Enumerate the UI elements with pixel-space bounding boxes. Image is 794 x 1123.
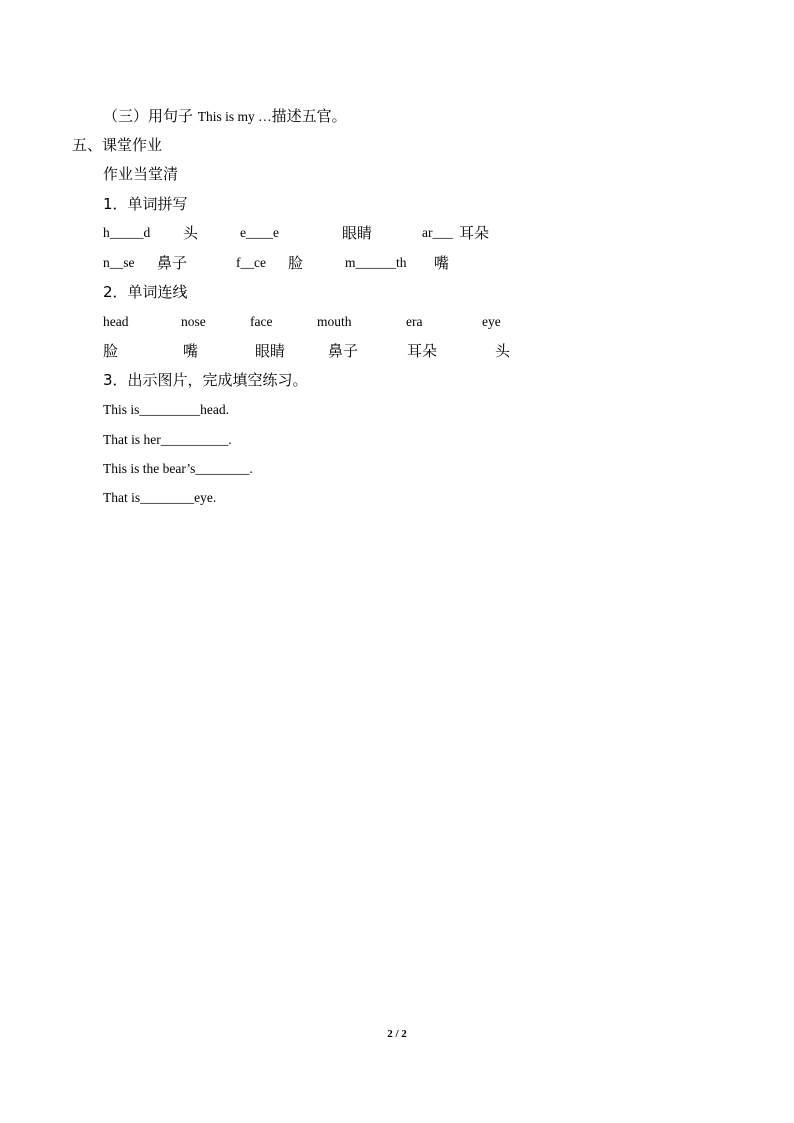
matching-english-word: mouth [317,314,352,329]
spelling-word: ar___ [422,225,453,240]
matching-english-word: era [406,314,423,329]
matching-english-row [0,312,794,332]
task-3-title: 3．出示图片，完成填空练习。 [103,371,308,389]
matching-english-word: face [250,314,273,329]
fill-in-sentence: This is the bear’s________. [103,461,253,476]
spelling-meaning: 耳朵 [459,224,490,242]
spelling-meaning: 头 [183,224,199,242]
spelling-meaning: 嘴 [434,254,450,272]
spelling-word: n__se [103,255,135,270]
spelling-row-1 [0,223,794,243]
matching-chinese-word: 眼睛 [255,342,286,360]
spelling-word: e____e [240,225,279,240]
spelling-meaning: 鼻子 [157,254,188,272]
page-number: 2 / 2 [387,1028,407,1040]
section-3-line [103,106,347,127]
matching-english-word: nose [181,314,206,329]
matching-chinese-word: 头 [495,342,511,360]
matching-english-word: head [103,314,129,329]
matching-english-word: eye [482,314,501,329]
section-5-heading: 五、课堂作业 [72,136,163,154]
matching-chinese-row [0,341,794,361]
spelling-meaning: 眼睛 [342,224,373,242]
section-3-phrase: This is my … [197,109,272,124]
matching-chinese-word: 鼻子 [328,342,359,360]
matching-chinese-word: 耳朵 [407,342,438,360]
spelling-word: h_____d [103,225,151,240]
section-3-prefix: （三）用句子 [103,107,198,125]
matching-chinese-word: 嘴 [183,342,199,360]
task-1-title: 1．单词拼写 [103,195,188,213]
fill-in-sentence: That is her__________. [103,432,232,447]
spelling-meaning: 脸 [288,254,304,272]
spelling-row-2 [0,253,794,273]
spelling-word: f__ce [236,255,266,270]
fill-in-sentence: That is________eye. [103,490,217,505]
matching-chinese-word: 脸 [103,342,119,360]
section-5-subheading: 作业当堂清 [103,165,179,183]
fill-in-sentence: This is_________head. [103,402,229,417]
task-2-title: 2．单词连线 [103,283,188,301]
spelling-word: m______th [345,255,407,270]
section-3-suffix: 描述五官。 [271,107,347,125]
